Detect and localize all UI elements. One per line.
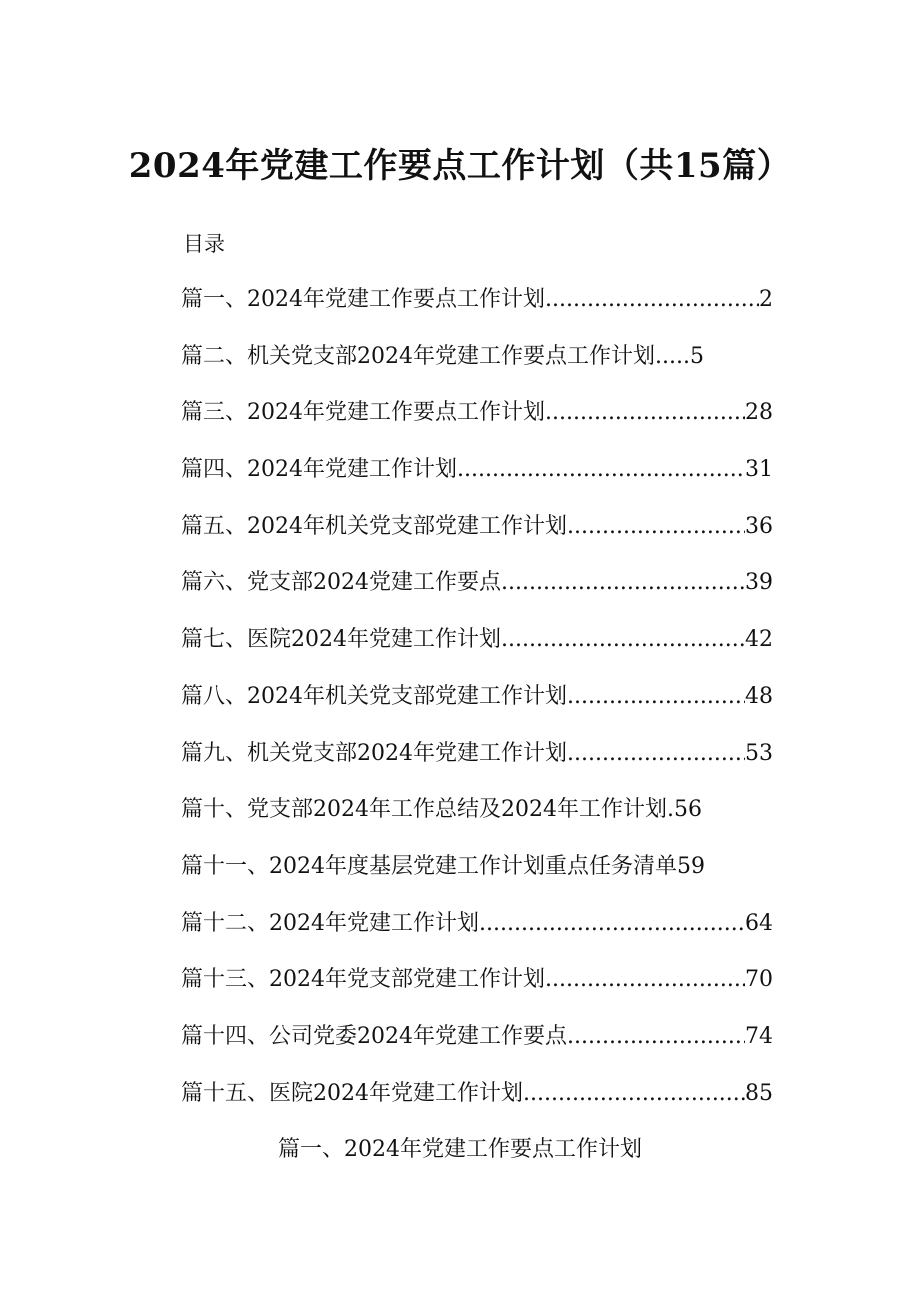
toc-entry-page-number: 48 <box>745 683 773 709</box>
toc-entry-label: 篇二、机关党支部2024年党建工作要点工作计划..... <box>181 343 690 369</box>
toc-entry-label: 篇十一、2024年度基层党建工作计划重点任务清单 <box>181 853 677 879</box>
toc-entry-label: 篇九、机关党支部2024年党建工作计划 <box>181 740 567 766</box>
toc-entry-label: 篇三、2024年党建工作要点工作计划 <box>181 400 545 426</box>
toc-entry-label: 篇十四、公司党委2024年党建工作要点 <box>181 1023 567 1049</box>
toc-entry-page-number: 59 <box>677 853 705 879</box>
toc-entry-page-number: 39 <box>745 570 773 596</box>
toc-dot-leader <box>567 1020 745 1054</box>
toc-entry[interactable] <box>181 566 773 623</box>
toc-entry[interactable] <box>181 737 773 794</box>
toc-dot-leader <box>545 963 745 997</box>
toc-entry-page-number: 74 <box>745 1023 773 1049</box>
toc-entry[interactable] <box>181 963 773 1020</box>
toc-entry[interactable] <box>181 283 773 340</box>
toc-heading: 目录 <box>183 232 225 256</box>
toc-dot-leader <box>567 510 745 544</box>
toc-entry-label: 篇四、2024年党建工作计划 <box>181 457 457 483</box>
toc-dot-leader <box>545 283 759 317</box>
toc-dot-leader <box>501 623 745 657</box>
toc-entry-page-number: 70 <box>745 967 773 993</box>
toc-entry-label: 篇六、党支部2024党建工作要点 <box>181 570 501 596</box>
toc-entry-page-number: 53 <box>745 740 773 766</box>
toc-dot-leader <box>545 396 745 430</box>
toc-entry[interactable] <box>181 396 773 453</box>
toc-entry[interactable] <box>181 1077 773 1134</box>
toc-entry-page-number: 31 <box>745 457 773 483</box>
toc-entry[interactable] <box>181 850 773 907</box>
toc-entry-page-number: 28 <box>745 400 773 426</box>
toc-entry-label: 篇八、2024年机关党支部党建工作计划 <box>181 683 567 709</box>
toc-entry-label: 篇十二、2024年党建工作计划 <box>181 910 479 936</box>
toc-entry-label: 篇五、2024年机关党支部党建工作计划 <box>181 513 567 539</box>
toc-entry-label: 篇七、医院2024年党建工作计划 <box>181 627 501 653</box>
toc-dot-leader <box>523 1077 745 1111</box>
toc-entry[interactable] <box>181 1020 773 1077</box>
toc-entry-label: 篇一、2024年党建工作要点工作计划 <box>181 287 545 312</box>
toc-entry[interactable] <box>181 907 773 964</box>
section-heading: 篇一、2024年党建工作要点工作计划 <box>278 1137 642 1162</box>
toc-entry[interactable] <box>181 510 773 567</box>
toc-dot-leader <box>457 453 745 487</box>
toc-entry-label: 篇十、党支部2024年工作总结及2024年工作计划. <box>181 797 674 823</box>
toc-dot-leader <box>501 566 745 600</box>
document-title: 2024年党建工作要点工作计划（共15篇） <box>128 146 792 186</box>
table-of-contents <box>181 283 773 1133</box>
toc-dot-leader <box>567 680 745 714</box>
toc-dot-leader <box>479 907 745 941</box>
toc-entry-page-number: 85 <box>745 1080 773 1106</box>
toc-entry-page-number: 36 <box>745 513 773 539</box>
toc-entry[interactable] <box>181 623 773 680</box>
toc-dot-leader <box>567 737 745 771</box>
toc-entry-page-number: 5 <box>689 343 704 369</box>
toc-entry[interactable] <box>181 453 773 510</box>
toc-entry[interactable] <box>181 340 773 397</box>
toc-entry-label: 篇十五、医院2024年党建工作计划 <box>181 1080 523 1106</box>
toc-entry-page-number: 42 <box>745 627 773 653</box>
toc-entry-label: 篇十三、2024年党支部党建工作计划 <box>181 967 545 993</box>
toc-entry-page-number: 56 <box>673 797 702 823</box>
toc-entry-page-number: 2 <box>759 287 773 312</box>
toc-entry[interactable] <box>181 680 773 737</box>
toc-entry[interactable] <box>181 793 773 850</box>
toc-entry-page-number: 64 <box>745 910 773 936</box>
